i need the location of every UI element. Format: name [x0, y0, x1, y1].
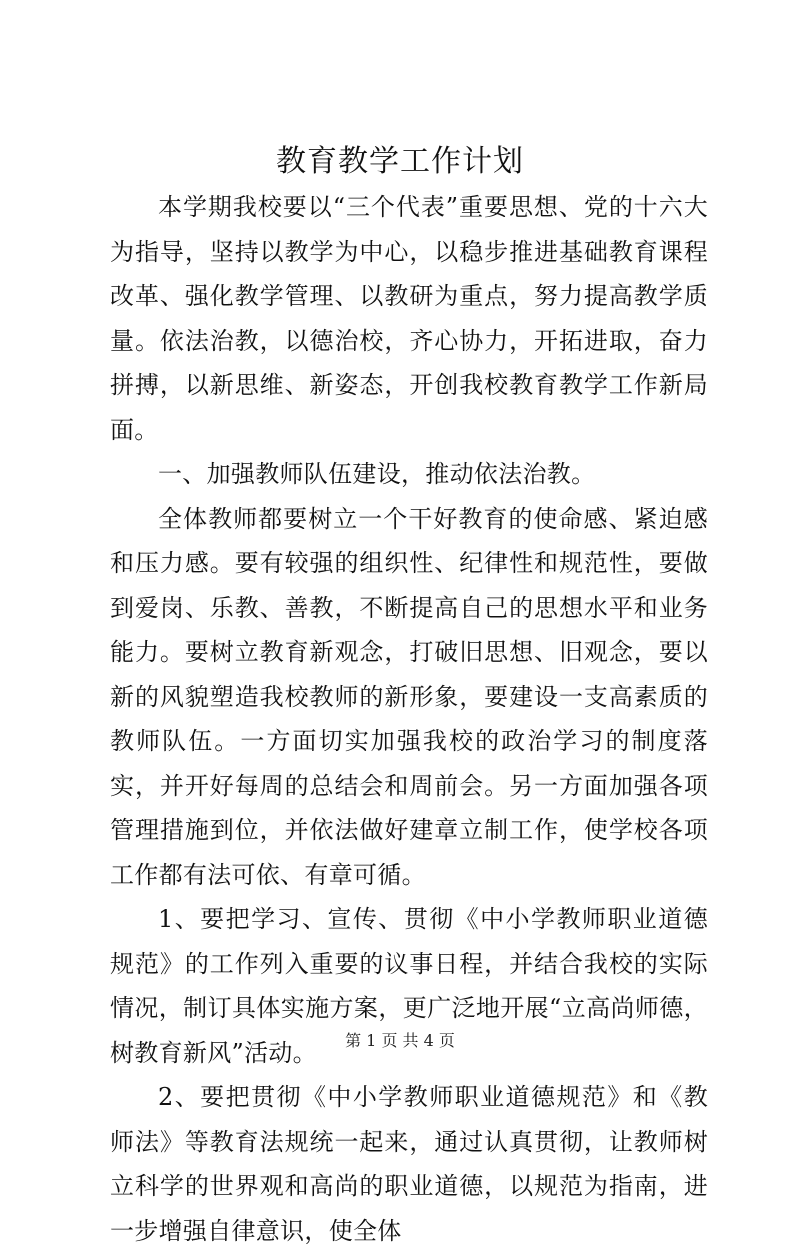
- paragraph-intro: 本学期我校要以“三个代表”重要思想、党的十六大为指导，坚持以教学为中心，以稳步推进基础教育课程改革、强化教学管理、以教研为重点，努力提高教学质量。依法治教，以德治校，齐心协力，开拓进取，奋力拼搏，以新思维、新姿态，开创我校教育教学工作新局面。: [110, 193, 708, 444]
- paragraph-item-2: 2、要把贯彻《中小学教师职业道德规范》和《教师法》等教育法规统一起来，通过认真贯彻，让教师树立科学的世界观和高尚的职业道德，以规范为指南，进一步增强自律意识，使全体: [110, 1083, 708, 1245]
- document-title: 教育教学工作计划: [276, 144, 524, 179]
- paragraph-item-1: 1、要把学习、宣传、贯彻《中小学教师职业道德规范》的工作列入重要的议事日程，并结合我校的实际情况，制订具体实施方案，更广泛地开展“立高尚师德，树教育新风”活动。: [110, 905, 708, 1067]
- document-body: [110, 185, 708, 1253]
- section-heading-1: 一、加强教师队伍建设，推动依法治教。: [158, 460, 596, 488]
- paragraph-teacher-team: 全体教师都要树立一个干好教育的使命感、紧迫感和压力感。要有较强的组织性、纪律性和规范性，要做到爱岗、乐教、善教，不断提高自己的思想水平和业务能力。要树立教育新观念，打破旧思想、旧观念，要以新的风貌塑造我校教师的新形象，要建设一支高素质的教师队伍。一方面切实加强我校的政治学习的制度落实，并开好每周的总结会和周前会。另一方面加强各项管理措施到位，并依法做好建章立制工作，使学校各项工作都有法可依、有章可循。: [110, 504, 708, 889]
- page-footer: 第 1 页 共 4 页: [345, 1031, 455, 1050]
